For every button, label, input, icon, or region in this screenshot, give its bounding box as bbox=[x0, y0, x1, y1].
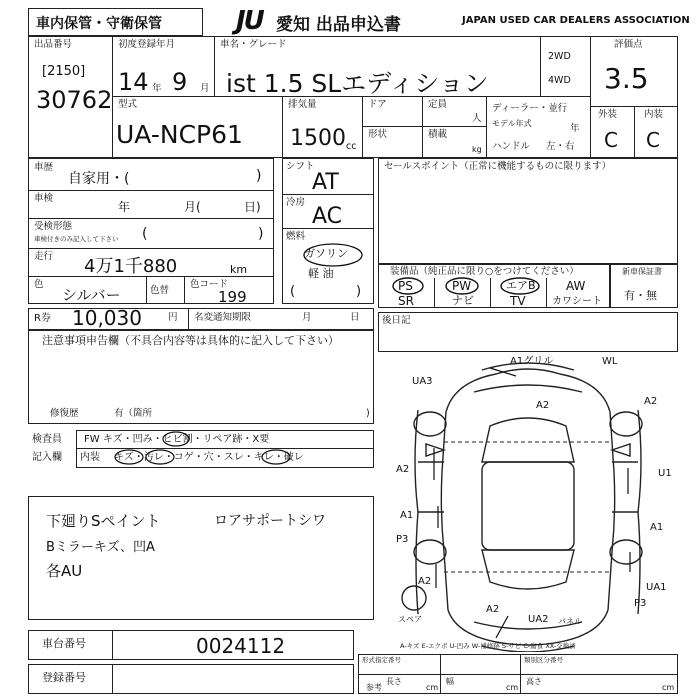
inspector-row-2: キズ・汚レ・コゲ・穴・スレ・キレ・破レ bbox=[114, 452, 304, 463]
note-line-4: ロアサポートシワ bbox=[214, 513, 326, 529]
mark-p3-rear: P3 bbox=[634, 598, 647, 609]
mark-u1: U1 bbox=[658, 468, 672, 479]
ac-value: AC bbox=[312, 204, 343, 229]
lot-number: 30762 bbox=[36, 86, 113, 114]
chassis-value: 0024112 bbox=[196, 634, 286, 658]
sales-point-label: セールスポイント（正常に機能するものに限ります） bbox=[384, 161, 612, 172]
registration-label: 登録番号 bbox=[42, 671, 86, 684]
mark-a2-left: A2 bbox=[396, 464, 410, 475]
model-label: 型式 bbox=[118, 99, 138, 110]
inspector-label-2: 記入欄 bbox=[32, 452, 62, 463]
diagram-legend: A-キズ E-エクボ U-凹み W-補修跡 S-サビ C-腐食 XX-交換済 bbox=[400, 642, 576, 650]
color-change-label: 色替 bbox=[150, 285, 170, 296]
size-width: 幅 bbox=[446, 677, 454, 686]
equip-pw: PW bbox=[452, 279, 472, 293]
cc-unit: cc bbox=[346, 141, 357, 152]
mark-grille: A1グリル bbox=[510, 356, 554, 367]
ac-label: 冷房 bbox=[286, 197, 306, 208]
mark-ua3: UA3 bbox=[412, 376, 433, 387]
size-label-1: 形式指定番号 bbox=[362, 656, 401, 664]
color-code-label: 色コード bbox=[190, 279, 229, 290]
score-label: 評価点 bbox=[614, 39, 643, 50]
reg-month: 9 bbox=[172, 68, 188, 96]
handle-options: 左・右 bbox=[546, 141, 575, 152]
fuel-label: 燃料 bbox=[286, 231, 306, 242]
inspection-label: 車検 bbox=[34, 193, 54, 204]
history-value: 自家用・( bbox=[68, 171, 130, 187]
mark-ua2: UA2 bbox=[528, 614, 549, 625]
name-change-label: 名変通知期限 bbox=[194, 312, 252, 323]
exterior-grade: C bbox=[604, 128, 618, 152]
seats-unit: 人 bbox=[472, 113, 482, 124]
interior-label: 内装 bbox=[644, 109, 664, 120]
size-length: 長さ bbox=[386, 677, 402, 686]
size-ref: 参考 bbox=[366, 683, 382, 692]
recycle-label: R券 bbox=[34, 313, 51, 324]
size-height: 高さ bbox=[526, 677, 542, 686]
inspector-row-1: FW キズ・凹み・ヒビ割・リペア跡・X要 bbox=[84, 434, 270, 445]
color-label: 色 bbox=[34, 279, 44, 290]
door-label: ドア bbox=[368, 99, 387, 110]
equip-sr: SR bbox=[398, 294, 414, 308]
recycle-value: 10,030 bbox=[72, 306, 142, 330]
model-value: UA-NCP61 bbox=[116, 120, 243, 149]
load-unit: kg bbox=[472, 145, 482, 154]
score-value: 3.5 bbox=[604, 62, 649, 95]
mark-a2-right: A2 bbox=[644, 396, 658, 407]
load-label: 積載 bbox=[428, 129, 448, 140]
displacement-label: 排気量 bbox=[288, 99, 317, 110]
shift-label: シフト bbox=[286, 161, 315, 172]
after-note-box bbox=[378, 312, 678, 352]
inspector-row-2-label: 内装 bbox=[80, 452, 100, 463]
displacement-value: 1500 bbox=[290, 126, 346, 151]
model-year-unit: 年 bbox=[570, 123, 580, 134]
mark-a2-trunk: A2 bbox=[486, 604, 500, 615]
mark-a1-right: A1 bbox=[650, 522, 664, 533]
acceptance-label: 受検形態 bbox=[34, 221, 73, 232]
size-length-unit: cm bbox=[426, 683, 439, 692]
mileage-value: 4万1千880 bbox=[84, 256, 178, 277]
equip-aw: AW bbox=[566, 279, 586, 293]
repair-close: ) bbox=[366, 408, 370, 419]
after-note-label: 後日記 bbox=[382, 315, 411, 326]
mark-a1-left: A1 bbox=[400, 510, 414, 521]
label-spare: スペア bbox=[398, 615, 422, 624]
name-change-month: 月 bbox=[302, 312, 312, 323]
equipment-label: 装備品（純正品に限り○をつけてください） bbox=[390, 266, 579, 277]
association-name: JAPAN USED CAR DEALERS ASSOCIATION bbox=[462, 15, 690, 26]
equip-navi: ナビ bbox=[452, 294, 474, 307]
lot-label: 出品番号 bbox=[34, 39, 73, 50]
note-line-2: Bミラーキズ、凹A bbox=[46, 540, 155, 555]
mileage-label: 走行 bbox=[34, 251, 54, 262]
shape-label: 形状 bbox=[368, 129, 388, 140]
equip-ps: PS bbox=[398, 279, 413, 293]
reg-month-unit: 月 bbox=[200, 83, 210, 94]
ju-logo-mark: JU bbox=[236, 6, 263, 36]
lot-bracket: [2150] bbox=[42, 64, 86, 79]
model-year-label: モデル年式 bbox=[492, 119, 532, 128]
fuel-close: ) bbox=[356, 284, 362, 299]
dealer-label: ディーラー・並行 bbox=[492, 103, 568, 114]
car-name-label: 車名・グレード bbox=[220, 39, 287, 50]
reg-label: 初度登録年月 bbox=[118, 39, 176, 50]
equip-airbag: エアB bbox=[506, 279, 536, 292]
drive-2wd: 2WD bbox=[548, 51, 571, 62]
mark-ua1: UA1 bbox=[646, 582, 667, 593]
size-label-2: 類別区分番号 bbox=[524, 656, 563, 664]
repair-label: 修復歴 bbox=[50, 408, 79, 419]
color-value: シルバー bbox=[62, 286, 121, 304]
handle-label: ハンドル bbox=[492, 141, 531, 152]
fuel-open: ( bbox=[290, 284, 296, 299]
notes-label: 注意事項申告欄（不具合内容等は具体的に記入して下さい） bbox=[42, 334, 339, 347]
warranty-label: 新車保証書 bbox=[622, 267, 662, 276]
note-line-3: 各AU bbox=[46, 562, 83, 580]
form-title: 愛知 出品申込書 bbox=[276, 15, 401, 35]
repair-value: 有（箇所 bbox=[114, 408, 153, 419]
inspection-day: 日) bbox=[244, 200, 261, 214]
mark-wl: WL bbox=[602, 356, 618, 367]
note-line-1: 下廻りSペイント bbox=[46, 512, 161, 530]
mark-a2-hood: A2 bbox=[536, 400, 550, 411]
car-damage-diagram bbox=[378, 352, 678, 652]
label-panel: パネル bbox=[558, 617, 582, 626]
reg-year: 14 bbox=[118, 68, 149, 96]
warranty-options: 有・無 bbox=[624, 289, 657, 302]
mileage-unit: km bbox=[230, 263, 248, 276]
exterior-label: 外装 bbox=[598, 109, 618, 120]
inspection-year: 年 bbox=[118, 200, 131, 214]
fuel-gasoline: ガソリン bbox=[304, 247, 348, 260]
mark-p3: P3 bbox=[396, 534, 409, 545]
history-label: 車歴 bbox=[34, 162, 54, 173]
shift-value: AT bbox=[312, 170, 339, 195]
name-change-day: 日 bbox=[350, 312, 360, 323]
seats-label: 定員 bbox=[428, 99, 448, 110]
inspection-month: 月( bbox=[184, 200, 201, 214]
size-height-unit: cm bbox=[662, 683, 675, 692]
recycle-unit: 円 bbox=[168, 312, 178, 323]
drive-4wd: 4WD bbox=[548, 75, 571, 86]
mark-a2-rear: A2 bbox=[418, 576, 432, 587]
reg-year-unit: 年 bbox=[152, 83, 162, 94]
color-code-value: 199 bbox=[218, 288, 247, 306]
fuel-diesel: 軽 油 bbox=[308, 267, 334, 280]
equip-leather: カワシート bbox=[552, 296, 602, 307]
car-name: ist 1.5 SLエディション bbox=[226, 69, 489, 98]
chassis-label: 車台番号 bbox=[42, 637, 86, 650]
acceptance-open: ( bbox=[142, 226, 148, 242]
size-width-unit: cm bbox=[506, 683, 519, 692]
interior-grade: C bbox=[646, 128, 660, 152]
acceptance-close: ) bbox=[258, 226, 264, 242]
equip-tv: TV bbox=[510, 294, 526, 308]
storage-label: 車内保管・守衛保管 bbox=[36, 16, 162, 32]
inspector-label-1: 検査員 bbox=[32, 434, 62, 445]
history-close: ) bbox=[256, 168, 262, 184]
acceptance-note: 車検付きのみ記入して下さい bbox=[34, 235, 119, 243]
